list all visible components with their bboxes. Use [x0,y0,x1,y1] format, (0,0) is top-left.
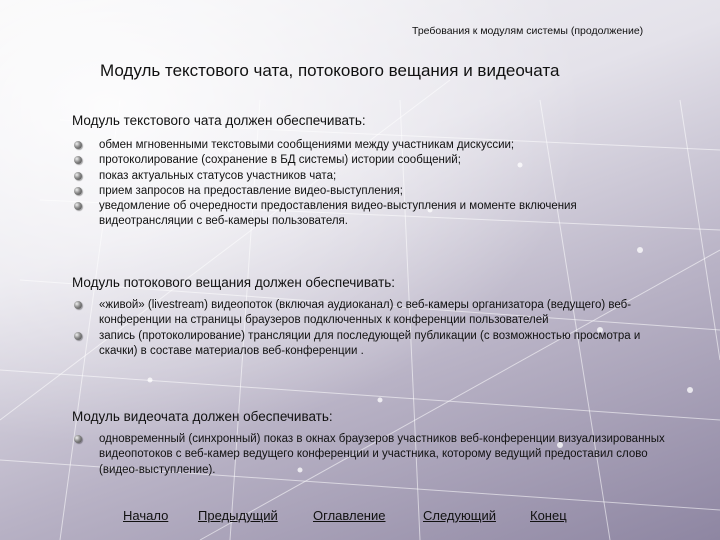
sphere-bullet-icon [74,187,82,195]
list-item-text: одновременный (синхронный) показ в окнах браузеров участников веб-конференции визуализированных видеопотоков с веб-камер ведущего конференции и участника, которому ведущий предоставил слово (видео-выступление). [99,433,665,476]
list-item [72,138,672,153]
list-item-text: запись (протоколирование) трансляции для последующей публикации (с возможностью просмотра и скачки) в составе материалов веб-конференции . [99,329,641,357]
video-chat-heading: Модуль видеочата должен обеспечивать: [72,409,333,424]
list-item [72,184,672,199]
list-item [72,153,672,168]
list-item [72,298,672,329]
slide-navigation [0,508,720,530]
video-chat-list [72,432,672,478]
nav-next-link[interactable]: Следующий [423,508,496,523]
nav-end-link[interactable]: Конец [530,508,567,523]
nav-prev-link[interactable]: Предыдущий [198,508,278,523]
streaming-list [72,298,672,359]
sphere-bullet-icon [74,435,82,443]
sphere-bullet-icon [74,301,82,309]
section-breadcrumb: Требования к модулям системы (продолжение) [412,25,644,37]
list-item-text: обмен мгновенными текстовыми сообщениями между участникам дискуссии; [99,139,515,151]
nav-toc-link[interactable]: Оглавление [313,508,386,523]
list-item-text: уведомление об очередности предоставления видео-выступления и моменте включения видеотрансляции с веб-камеры пользователя. [99,200,577,228]
streaming-heading: Модуль потокового вещания должен обеспечивать: [72,275,396,290]
list-item-text: показ актуальных статусов участников чата; [99,169,337,182]
list-item-text: «живой» (livestream) видеопоток (включая аудиоканал) с веб-камеры организатора (ведущего) веб-конференции на страницы браузеров подключенных к конференции пользователей [99,299,632,327]
sphere-bullet-icon [74,332,82,340]
list-item [72,199,672,230]
sphere-bullet-icon [74,202,82,210]
text-chat-heading: Модуль текстового чата должен обеспечивать: [72,113,366,128]
list-item [72,432,672,478]
list-item [72,329,672,360]
slide-title: Модуль текстового чата, потокового вещания и видеочата [100,61,560,80]
sphere-bullet-icon [74,156,82,164]
sphere-bullet-icon [74,141,82,149]
list-item [72,169,672,184]
list-item-text: протоколирование (сохранение в БД системы) истории сообщений; [99,154,461,167]
nav-home-link[interactable]: Начало [123,508,169,523]
sphere-bullet-icon [74,172,82,180]
text-chat-list [72,138,672,230]
list-item-text: прием запросов на предоставление видео-выступления; [99,184,403,197]
